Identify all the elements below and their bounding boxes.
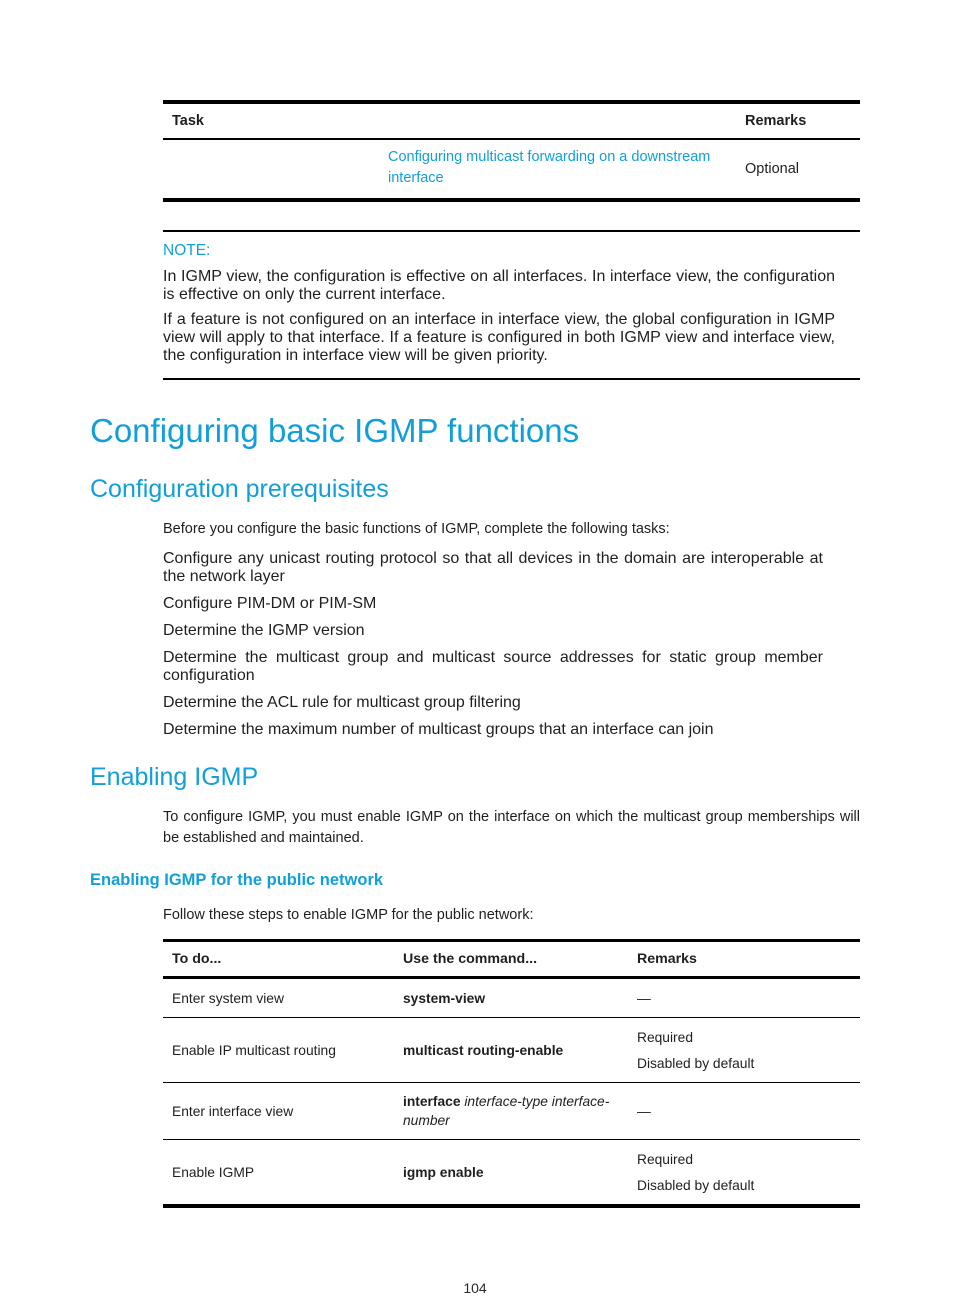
- list-item-text: Configure any unicast routing protocol so that all devices in the domain are interoperable at the network layer: [163, 550, 823, 585]
- table-row: [163, 1140, 860, 1204]
- remark-text: Required: [637, 1029, 693, 1045]
- list-item: [163, 721, 860, 739]
- table-row: [163, 1083, 860, 1140]
- configuring-multicast-forwarding-link[interactable]: Configuring multicast forwarding on a downstream interface: [388, 149, 711, 186]
- list-item: [163, 622, 860, 640]
- steps-table-header: [163, 942, 860, 979]
- command-text: igmp enable: [403, 1164, 484, 1180]
- todo-text: Enable IGMP: [172, 1164, 255, 1180]
- remark-text: Required: [637, 1151, 693, 1167]
- todo-text: Enable IP multicast routing: [172, 1042, 336, 1058]
- prerequisites-intro: Before you configure the basic functions of IGMP, complete the following tasks:: [163, 521, 670, 537]
- command-text: multicast routing-enable: [403, 1042, 564, 1058]
- task-remarks-table: [163, 100, 860, 202]
- prerequisites-list: [163, 550, 860, 739]
- note-item-text: If a feature is not configured on an interface in interface view, the global configuration in IGMP view will apply to that interface. If a feature is configured in both IGMP view and interface view, the configuration in interface view will be given priority.: [163, 311, 835, 364]
- list-item: [163, 595, 860, 613]
- list-item-text: Determine the ACL rule for multicast group filtering: [163, 694, 521, 711]
- table2-cell-remarks: [630, 1083, 860, 1139]
- section-heading-enabling-igmp: Enabling IGMP: [90, 763, 259, 791]
- command-text: system-view: [403, 990, 486, 1006]
- page-number: 104: [463, 1280, 487, 1296]
- todo-text: Enter system view: [172, 990, 284, 1006]
- table1-cell-task-empty: [163, 140, 385, 198]
- table1-header-spacer: [385, 104, 737, 138]
- task-remarks-table-header: [163, 104, 860, 140]
- page-footer: [90, 1280, 860, 1298]
- note-item-text: In IGMP view, the configuration is effective on all interfaces. In interface view, the configuration is effective on only the current interface.: [163, 268, 835, 303]
- list-item: [163, 649, 860, 685]
- table2-cell-remarks: [630, 1018, 860, 1082]
- table2-cell-remarks: [630, 1140, 860, 1204]
- table2-cell-todo: [163, 1140, 395, 1204]
- enabling-igmp-intro: To configure IGMP, you must enable IGMP on the interface on which the multicast group memberships will be established and maintained.: [163, 809, 860, 846]
- note-label: NOTE:: [163, 242, 211, 259]
- table2-header-remarks: Remarks: [637, 951, 697, 967]
- table-row: [163, 1018, 860, 1083]
- table2-cell-todo: [163, 979, 395, 1017]
- table1-header-remarks: Remarks: [745, 113, 807, 129]
- list-item: [163, 550, 860, 586]
- remark-text: Disabled by default: [637, 1055, 755, 1071]
- remark-text: —: [637, 1103, 651, 1119]
- table-row: [163, 979, 860, 1018]
- table2-cell-todo: [163, 1018, 395, 1082]
- todo-text: Enter interface view: [172, 1103, 294, 1119]
- command-args-text: interface-type interface-number: [403, 1094, 610, 1128]
- subsection-heading-public-network: Enabling IGMP for the public network: [90, 871, 384, 889]
- table1-header-task: Task: [172, 113, 204, 129]
- table1-cell-task-link: [385, 140, 737, 198]
- command-text: interface: [403, 1094, 461, 1109]
- remark-text: Disabled by default: [637, 1177, 755, 1193]
- table2-cell-command: [395, 1083, 630, 1139]
- table2-header-command: Use the command...: [403, 951, 538, 967]
- table2-cell-command: [395, 979, 630, 1017]
- page-title: Configuring basic IGMP functions: [90, 412, 580, 449]
- note-item: [163, 311, 860, 365]
- list-item-text: Determine the multicast group and multicast source addresses for static group member configuration: [163, 649, 823, 684]
- list-item-text: Determine the IGMP version: [163, 622, 365, 639]
- list-item-text: Determine the maximum number of multicast groups that an interface can join: [163, 721, 714, 738]
- table1-row: [163, 140, 860, 198]
- table2-cell-remarks: [630, 979, 860, 1017]
- table1-remarks-value: Optional: [745, 161, 800, 177]
- table1-cell-remarks: [737, 140, 860, 198]
- steps-table: [163, 939, 860, 1208]
- table2-cell-command: [395, 1018, 630, 1082]
- steps-intro: Follow these steps to enable IGMP for the public network:: [163, 907, 534, 923]
- remark-text: —: [637, 990, 651, 1006]
- section-heading-prerequisites: Configuration prerequisites: [90, 475, 389, 503]
- list-item-text: Configure PIM-DM or PIM-SM: [163, 595, 377, 612]
- table2-cell-command: [395, 1140, 630, 1204]
- steps-table-body: [163, 979, 860, 1204]
- table2-cell-todo: [163, 1083, 395, 1139]
- note-item: [163, 268, 860, 304]
- table2-header-todo: To do...: [172, 951, 222, 967]
- list-item: [163, 694, 860, 712]
- note-box: [163, 230, 860, 380]
